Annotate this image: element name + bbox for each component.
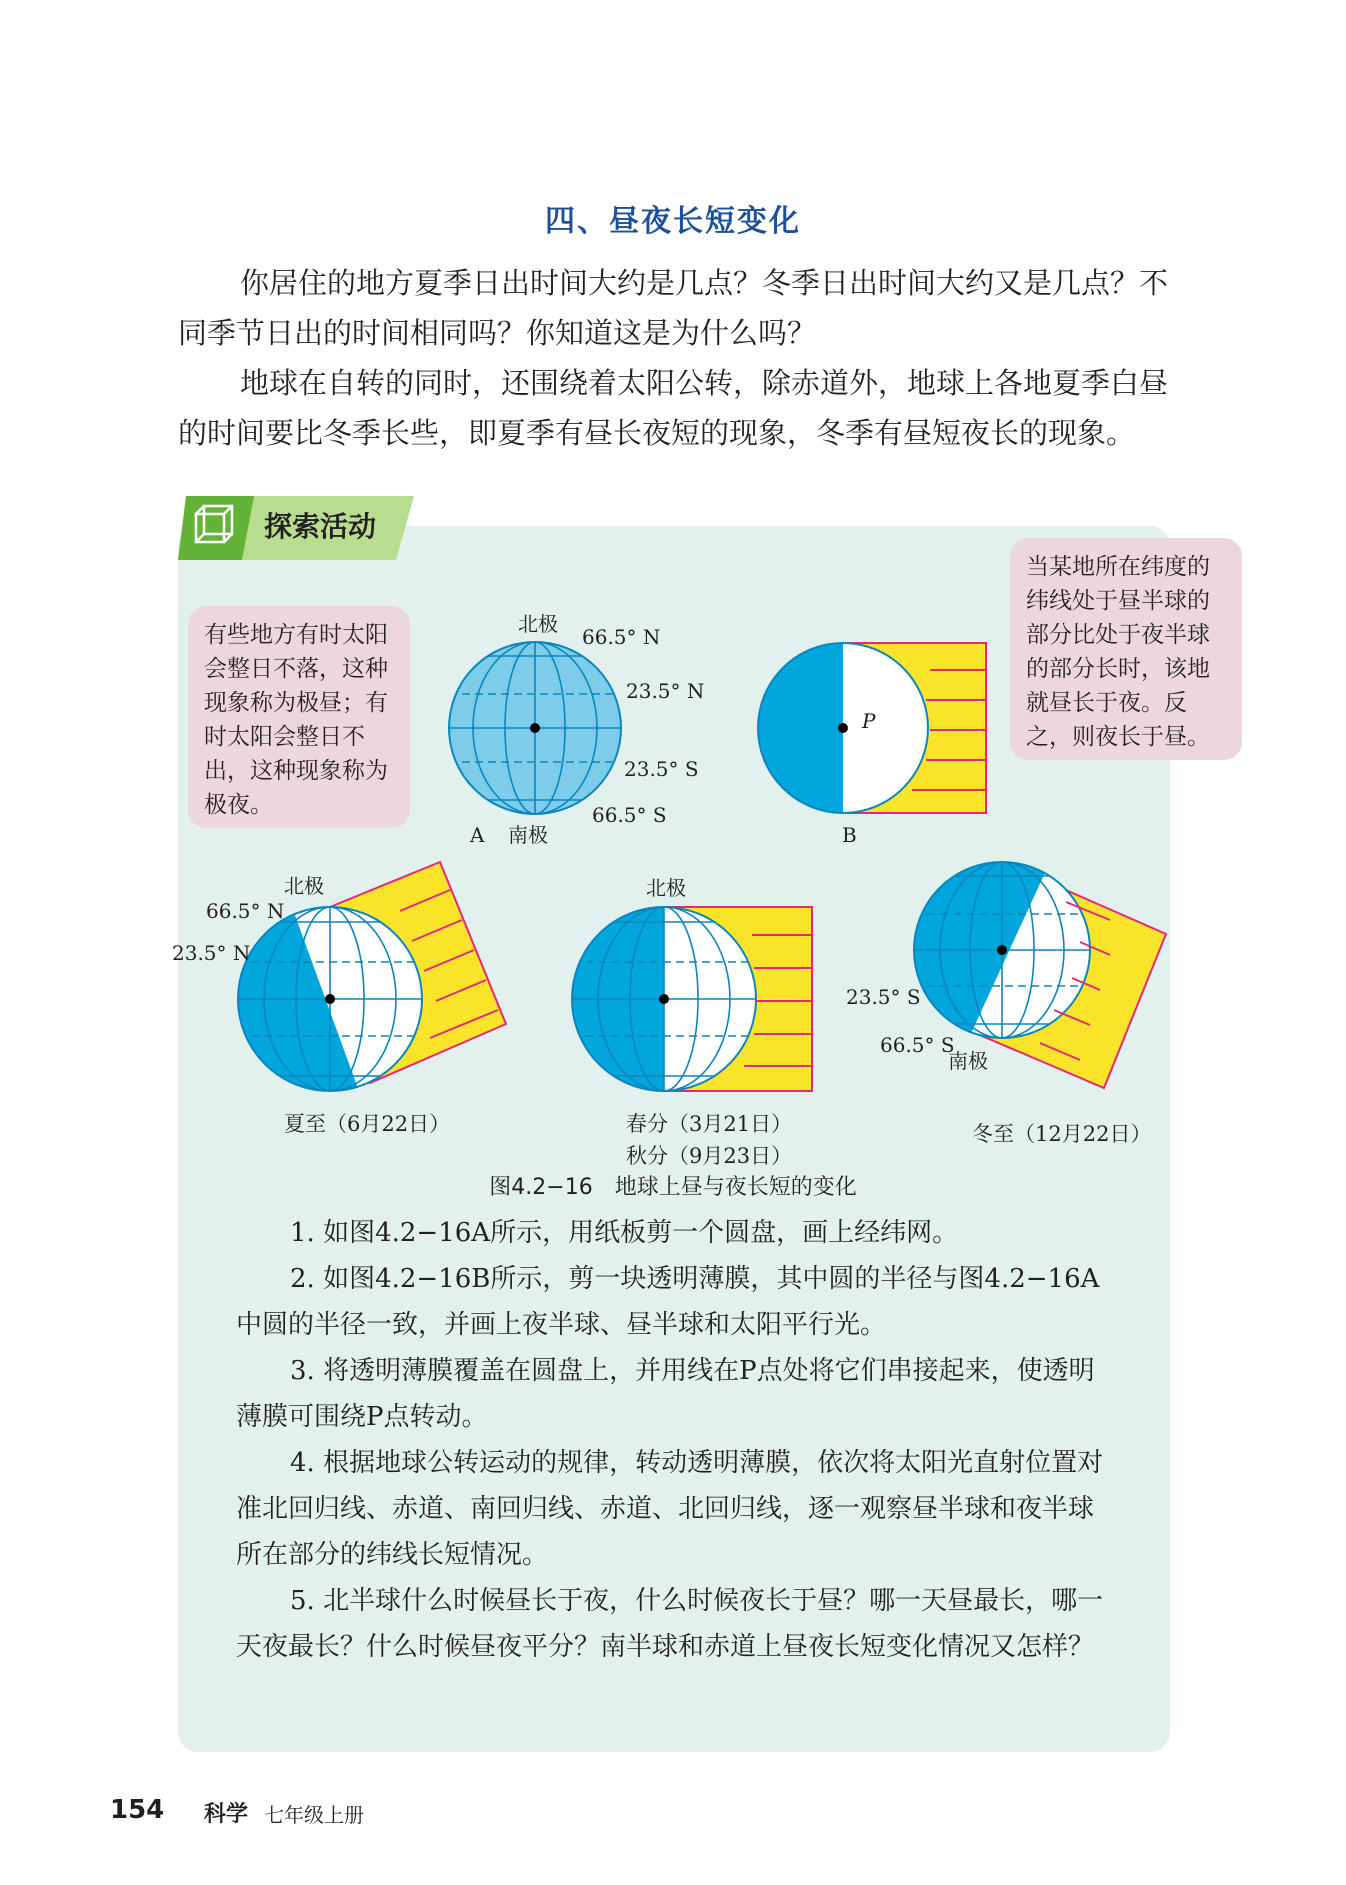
globe-a-north-pole: 北极 <box>518 612 558 636</box>
globe-equinox <box>572 907 812 1091</box>
globe-summer-solstice <box>220 862 506 1094</box>
summer-lat-235n: 23.5° N <box>172 941 251 965</box>
note-day-length: 当某地所在纬度的纬线处于昼半球的部分比处于夜半球的部分长时，该地就昼长于夜。反之，则夜长于昼。 <box>1010 538 1242 760</box>
summer-caption: 夏至（6月22日） <box>284 1112 451 1136</box>
globe-a <box>449 642 621 814</box>
winter-south-pole: 南极 <box>948 1049 988 1073</box>
section-title: 四、昼夜长短变化 <box>545 204 801 239</box>
winter-lat-665s: 66.5° S <box>880 1033 955 1057</box>
globe-a-south-pole: 南极 <box>508 823 548 847</box>
step-5: 5. 北半球什么时候昼长于夜，什么时候夜长于昼？哪一天昼最长，哪一天夜最长？什么时候昼夜平分？南半球和赤道上昼夜长短变化情况又怎样？ <box>236 1586 1104 1662</box>
step-3: 3. 将透明薄膜覆盖在圆盘上，并用线在P点处将它们串接起来，使透明薄膜可围绕P点转动。 <box>236 1356 1095 1432</box>
step-4: 4. 根据地球公转运动的规律，转动透明薄膜，依次将太阳光直射位置对准北回归线、赤道、南回归线、赤道、北回归线，逐一观察昼半球和夜半球所在部分的纬线长短情况。 <box>236 1448 1104 1570</box>
winter-caption: 冬至（12月22日） <box>972 1122 1152 1146</box>
summer-north-pole: 北极 <box>284 874 324 898</box>
equinox-north-pole: 北极 <box>646 876 686 900</box>
globe-a-lat-235s: 23.5° S <box>624 757 699 781</box>
winter-lat-235s: 23.5° S <box>846 985 921 1009</box>
globe-b-point-p: P <box>862 709 876 733</box>
summer-lat-665n: 66.5° N <box>206 899 285 923</box>
step-2: 2. 如图4.2−16B所示，剪一块透明薄膜，其中圆的半径与图4.2−16A中圆的半径一致，并画上夜半球、昼半球和太阳平行光。 <box>236 1264 1100 1340</box>
equinox-caption-autumn: 秋分（9月23日） <box>626 1144 793 1168</box>
globe-a-lat-665n: 66.5° N <box>582 625 661 649</box>
intro-paragraph-2: 地球在自转的同时，还围绕着太阳公转，除赤道外，地球上各地夏季白昼的时间要比冬季长些，即夏季有昼长夜短的现象，冬季有昼短夜长的现象。 <box>178 366 1169 450</box>
book-grade: 七年级上册 <box>264 1803 364 1827</box>
activity-steps <box>236 1210 1116 1670</box>
globe-a-letter: A <box>470 823 485 847</box>
equinox-caption-spring: 春分（3月21日） <box>626 1112 793 1136</box>
globe-a-lat-235n: 23.5° N <box>626 679 705 703</box>
note-polar-day-night: 有些地方有时太阳会整日不落，这种现象称为极昼；有时太阳会整日不出，这种现象称为极夜。 <box>188 606 410 828</box>
step-1: 1. 如图4.2−16A所示，用纸板剪一个圆盘，画上经纬网。 <box>290 1218 959 1248</box>
globe-a-lat-665s: 66.5° S <box>592 803 667 827</box>
page-number: 154 <box>110 1795 165 1825</box>
globe-b-letter: B <box>842 823 857 847</box>
activity-tag-label: 探索活动 <box>264 510 377 543</box>
book-title: 科学 <box>204 1802 249 1827</box>
intro-paragraph-1: 你居住的地方夏季日出时间大约是几点？冬季日出时间大约又是几点？不同季节日出的时间相同吗？你知道这是为什么吗？ <box>178 266 1169 350</box>
figure-caption: 图4.2−16 地球上昼与夜长短的变化 <box>489 1175 857 1200</box>
